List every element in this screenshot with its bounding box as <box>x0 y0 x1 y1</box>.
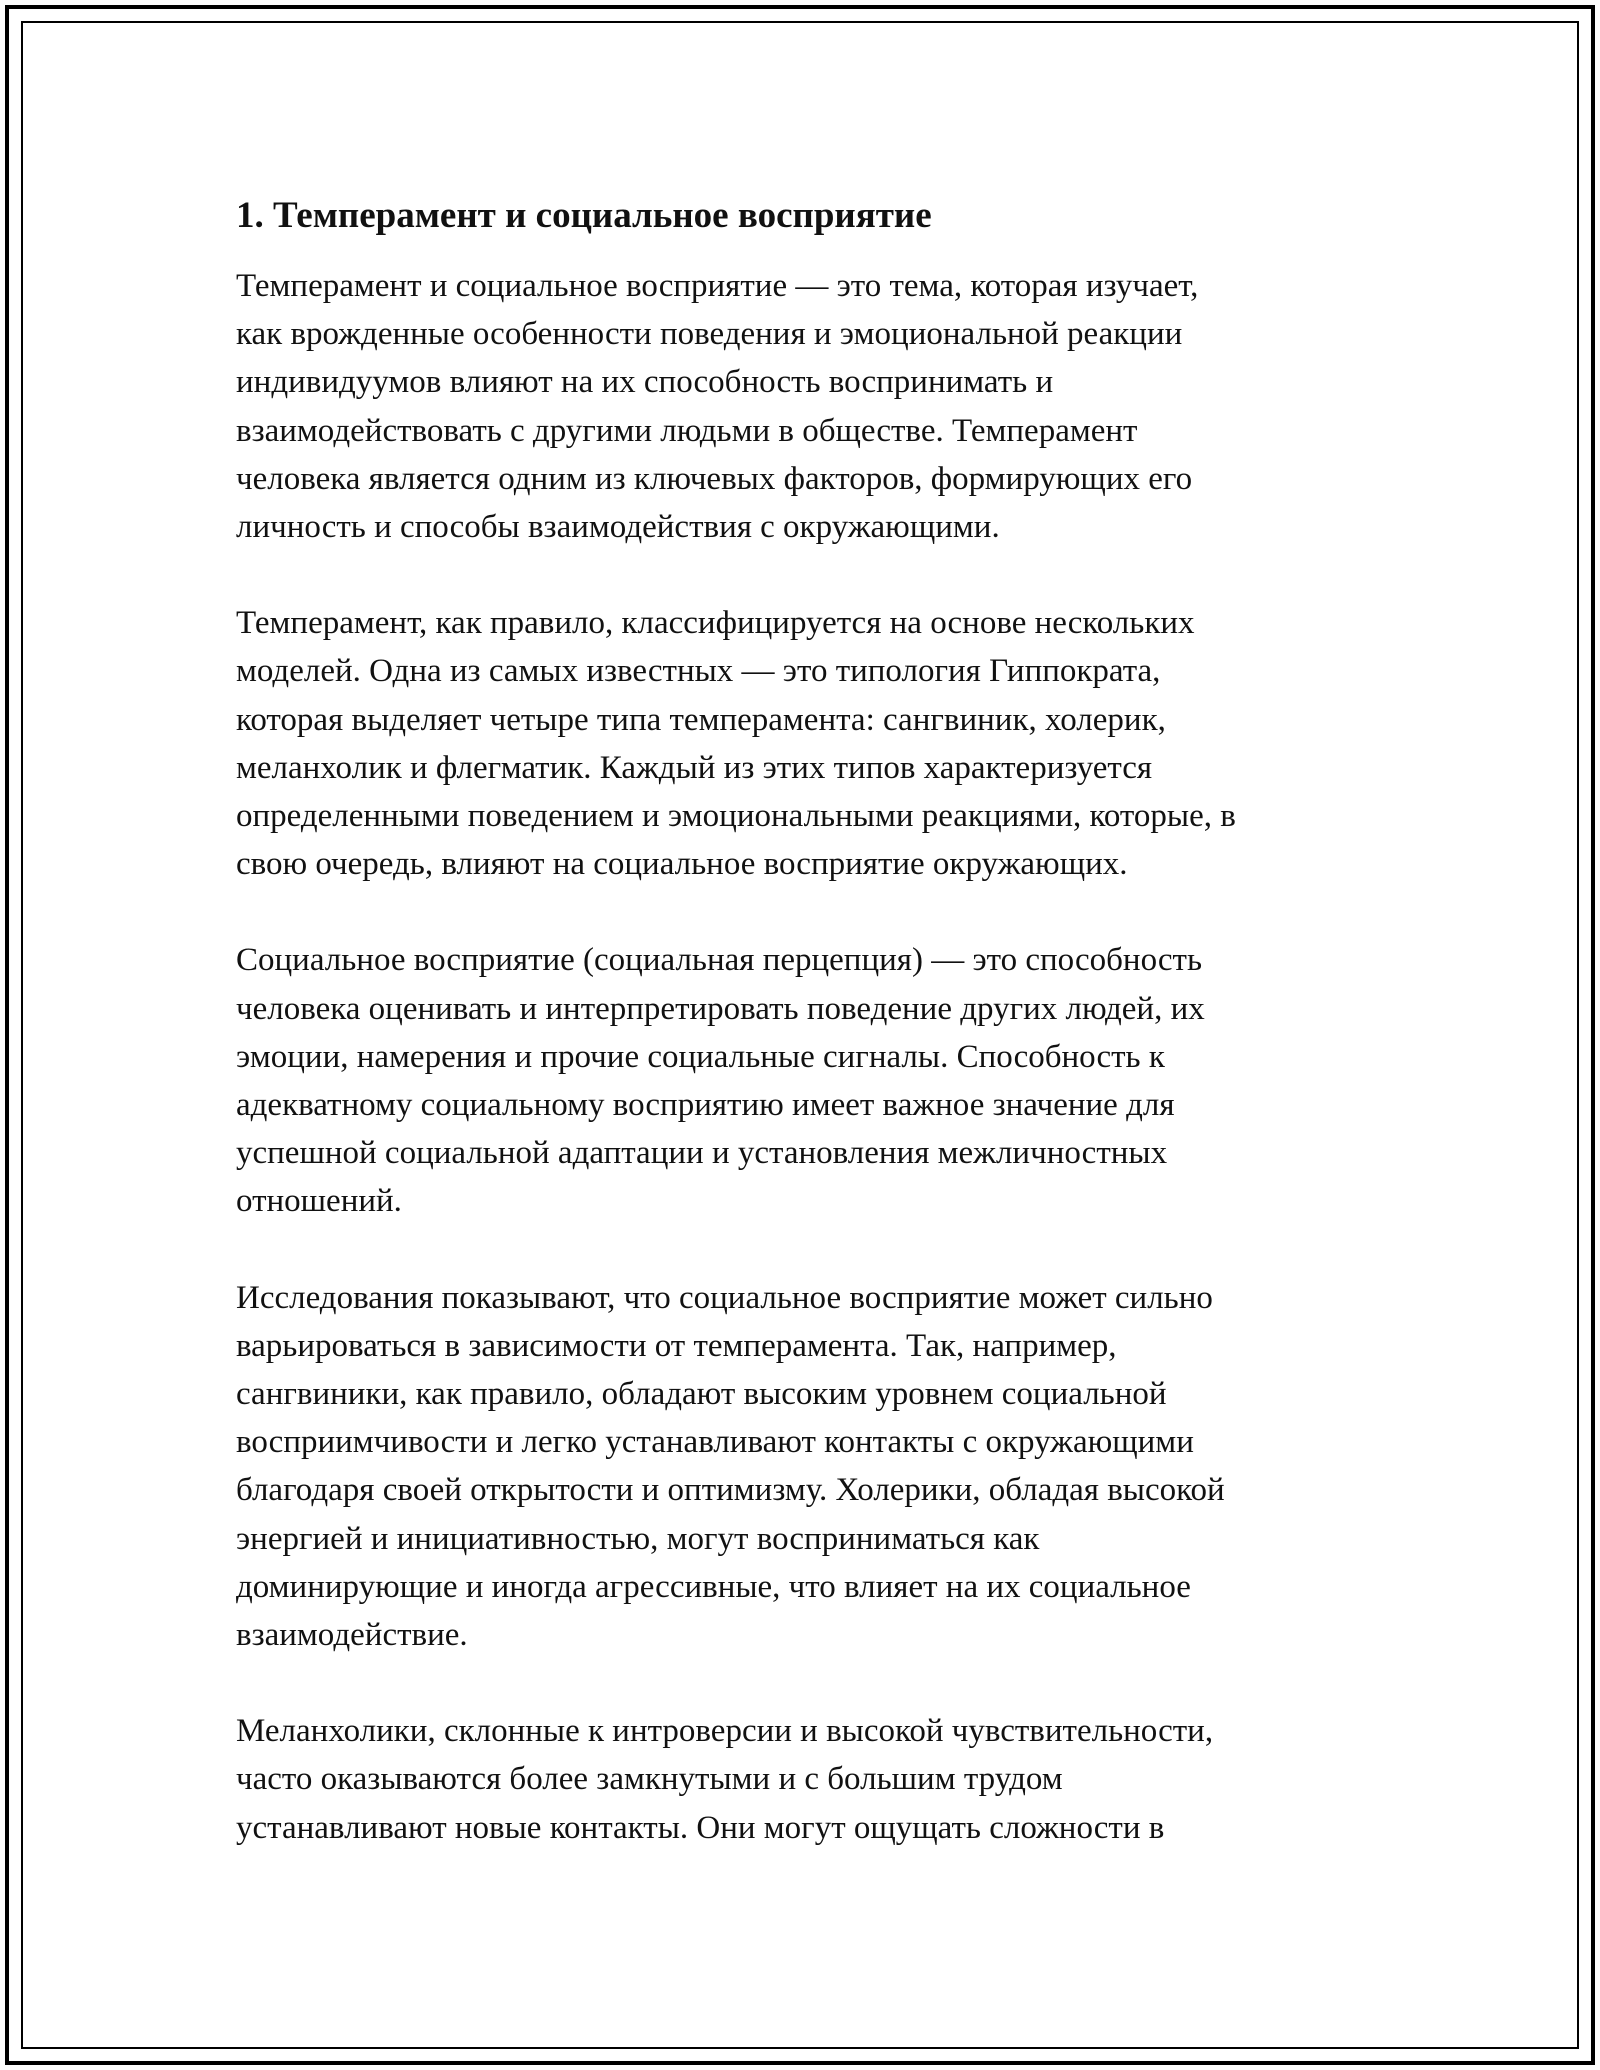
paragraph-line: Темперамент и социальное восприятие — это тема, которая изучает, <box>236 268 1199 304</box>
paragraph <box>236 936 1366 1225</box>
paragraph-line: определенными поведением и эмоциональными реакциями, которые, в <box>236 798 1236 835</box>
paragraph-line: Социальное восприятие (социальная перцепция) — это способность <box>236 942 1203 979</box>
paragraph-line: варьироваться в зависимости от темперамента. Так, например, <box>236 1327 1117 1364</box>
section-title: 1. Темперамент и социальное восприятие <box>236 195 932 236</box>
paragraph <box>236 1707 1366 1852</box>
paragraph-line: эмоции, намерения и прочие социальные сигналы. Способность к <box>236 1038 1165 1075</box>
paragraph-line: моделей. Одна из самых известных — это типология Гиппократа, <box>236 653 1161 690</box>
paragraph-line: человека оценивать и интерпретировать поведение других людей, их <box>236 990 1205 1027</box>
paragraph-line: устанавливают новые контакты. Они могут ощущать сложности в <box>236 1809 1165 1846</box>
paragraph-line: личность и способы взаимодействия с окружающими. <box>236 509 1000 546</box>
paragraph-line: взаимодействие. <box>236 1617 468 1654</box>
paragraph-line: доминирующие и иногда агрессивные, что влияет на их социальное <box>236 1568 1191 1605</box>
paragraph-line: взаимодействовать с другими людьми в обществе. Темперамент <box>236 412 1138 449</box>
paragraph <box>236 1274 1366 1660</box>
paragraph-line: восприимчивости и легко устанавливают контакты с окружающими <box>236 1424 1194 1461</box>
paragraph <box>236 599 1366 888</box>
paragraph-line: Темперамент, как правило, классифицируется на основе нескольких <box>236 605 1195 642</box>
paragraph-line: человека является одним из ключевых факторов, формирующих его <box>236 460 1193 497</box>
paragraph-line: меланхолик и флегматик. Каждый из этих типов характеризуется <box>236 749 1153 786</box>
paragraph-line: Меланхолики, склонные к интроверсии и высокой чувствительности, <box>236 1713 1214 1750</box>
document-body <box>236 190 1366 1900</box>
paragraph-line: индивидуумов влияют на их способность воспринимать и <box>236 364 1054 401</box>
paragraph-line: отношений. <box>236 1183 402 1220</box>
paragraph-line: часто оказываются более замкнутыми и с большим трудом <box>236 1761 1063 1798</box>
paragraph-line: которая выделяет четыре типа темперамента: сангвиник, холерик, <box>236 701 1166 738</box>
paragraph <box>236 262 1366 551</box>
paragraph-line: свою очередь, влияют на социальное восприятие окружающих. <box>236 846 1128 883</box>
paragraph-line: Исследования показывают, что социальное восприятие может сильно <box>236 1279 1213 1316</box>
paragraph-line: благодаря своей открытости и оптимизму. Холерики, обладая высокой <box>236 1472 1225 1509</box>
paragraph-line: сангвиники, как правило, обладают высоким уровнем социальной <box>236 1376 1167 1413</box>
paragraph-line: энергией и инициативностью, могут восприниматься как <box>236 1520 1040 1557</box>
paragraph-line: как врожденные особенности поведения и эмоциональной реакции <box>236 316 1183 353</box>
paragraph-line: адекватному социальному восприятию имеет важное значение для <box>236 1087 1175 1124</box>
paragraph-list <box>236 262 1366 1852</box>
paragraph-line: успешной социальной адаптации и установления межличностных <box>236 1135 1168 1172</box>
